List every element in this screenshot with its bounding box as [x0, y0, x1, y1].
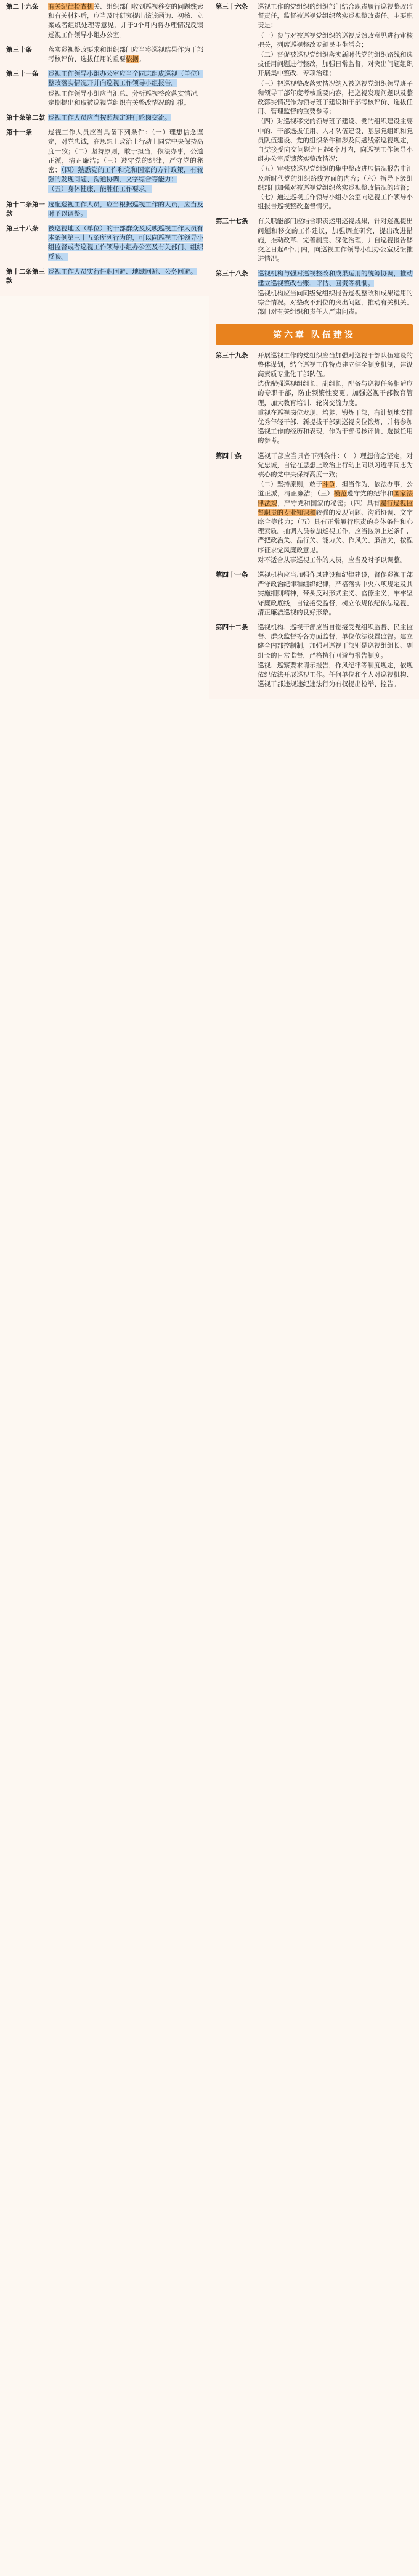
body-text: 落实巡视整改要求和组织部门应当将巡视结果作为干部考核评价、选拔任用的重要 [48, 46, 203, 63]
highlight-blue: 巡视工作人员应当按照规定进行轮岗交流。 [48, 114, 171, 122]
article-number: 第三十八条 [216, 270, 248, 278]
body-text: （三） [317, 490, 334, 498]
article-text [48, 224, 203, 263]
body-text: 巡视机构、巡视干部应当自觉接受党组织监督、民主监督、群众监督等各方面监督，单位依法设置监督。建立健全内部控制制，加强对巡视干部别是巡视组组长、副组长的日常监督，严格执行回避与报告制度。 [258, 623, 413, 659]
highlight-orange: 依据 [126, 55, 139, 63]
body-text: 巡视、巡察要求请示报告，作风纪律等制度规定，依规依纪依法开展巡视工作。 [258, 661, 413, 679]
body-text: （一）参与对被巡视党组织的巡视反馈改意见进行审核把关，列席巡视整改专题民主生活会； [258, 31, 413, 49]
highlight-blue: （五）身体健康，能胜任工作要求。 [48, 185, 152, 194]
highlight-orange: 模范 [333, 490, 347, 498]
article-text [48, 2, 203, 41]
body-text: 抽调人员参加巡视工作，应当按照上述条件，严把政治关、品行关、能力关、作风关、廉洁关，按程序征求党风廉政意见。 [258, 528, 413, 554]
right-column-articles-top [216, 2, 413, 318]
article-number: 第十一条 [6, 129, 32, 137]
article-number: 第十条第二款 [6, 114, 45, 122]
article-number: 第十二条第一款 [6, 200, 45, 218]
body-text: 任何单位和个人对巡视机构、巡视干部违规违纪违法行为有权提出检举、控告。 [258, 671, 413, 688]
right-column [210, 0, 419, 699]
body-text: 巡视机构应当加强作风建设和纪律建设，督促巡视干部严守政治纪律和组织纪律，严格落实中央八项规定及其实施细则精神，带头反对形式主义、官僚主义，牢牢坚守廉政底线，自觉接受监督，树立依规依纪依法巡视、清正廉洁巡视的良好形象。 [258, 571, 413, 616]
left-column [0, 0, 210, 296]
body-text: 选优配强巡视组组长、副组长，配备与巡视任务相适应的专职干部，防止频繁性变更。加强巡视干部教育管理，加大教育培训、轮岗交流力度。 [258, 380, 413, 407]
article-number: 第四十一条 [216, 571, 248, 579]
article-block [6, 128, 203, 195]
right-column-articles-bottom [216, 351, 413, 690]
body-text: （一）理想信念坚定，对党忠诚，在思想上政治上行动上同党中央保持高度一致； [48, 129, 204, 155]
body-text: （七）通过巡视工作领导小组办公室向巡视工作领导小组报告巡视整改监督情况。 [258, 194, 413, 211]
highlight-blue: 巡视工作人员实行任职回避、地域回避、公务回避。 [48, 267, 197, 275]
article-block [6, 224, 203, 263]
body-text: （五）审核被巡视党组织的集中整改进展情况报告申汇及新时代党的组织路线方面的内容； [258, 165, 413, 182]
two-column-layout [0, 0, 419, 699]
article-text [258, 571, 413, 618]
body-text: 较强的发现问题、沟通协调、文字综合等能力； [258, 508, 413, 526]
body-text: （四）具有 [349, 499, 380, 507]
article-text [48, 46, 203, 65]
article-number: 第四十条 [216, 452, 242, 460]
body-text: 对不适合从事巡视工作的人员，应当及时予以调整。 [258, 556, 407, 564]
article-number: 第三十条 [6, 46, 32, 54]
article-block [6, 70, 203, 108]
article-number: 第三十六条 [216, 3, 248, 10]
article-number: 第三十七条 [216, 218, 248, 226]
highlight-blue: 巡视工作领导小组办公室应当全同志组成巡视（单位）整改落实情况开并向巡视工作领导小组报告。 [48, 70, 203, 88]
article-number: 第三十八条 [6, 225, 39, 233]
body-text: 巡视工作人员应当具备下列条件： [48, 129, 152, 137]
body-text: 重视在巡视岗位发现、培养、锻炼干部，有计划地安排优秀年轻干部、新提拔干部到巡视岗位锻炼，并将参加巡视工作的经历和表现，作为干部考核评价、选拔任用的参考。 [258, 409, 413, 445]
body-text: ，严守党和国家的秘密； [277, 499, 350, 507]
article-number: 第三十一条 [6, 70, 39, 78]
body-text: 。 [139, 55, 145, 63]
body-text: 巡视工作的党组织的组织部门结合职责履行巡视整改监督责任，监督被巡视党组织落实巡视整改责任。主要职责是： [258, 3, 413, 30]
left-column-articles [6, 2, 203, 286]
body-text: 遵守党的纪律和 [346, 490, 394, 498]
body-text: 巡视干部应当具备下列条件： [258, 452, 344, 460]
highlight-blue: 选配巡视工作人员，应当根据巡视工作的人员，应当及时予以调整。 [48, 200, 203, 218]
article-block [6, 200, 203, 219]
article-block [6, 113, 203, 123]
body-text: ，担当作为，依法办事，公道正派，清正廉洁； [258, 481, 413, 498]
body-text: （三）把巡视整改落实情况纳入被巡视党组织领导班子和领导干部年度考核重要内容，把巡视发现问题以及整改落实情况作为领导班子建设和干部考核评价、选拔任用、管理监督的重要参考； [258, 79, 413, 116]
article-block [216, 623, 413, 690]
body-text: 关、组织部门收到巡视移交的问题线索和有关材料后，应当及时研究提出该该函询、初核、立案或者组织处理等意见，并于3个月内将办理情况反馈巡视工作领导小组办公室。 [48, 3, 203, 39]
body-text: 开展巡视工作的党组织应当加强对巡视干部队伍建设的整体谋划，结合巡视工作特点建立健全制度机制，建设高素质专业化干部队伍。 [258, 351, 413, 378]
highlight-blue: （四）熟悉党的工作和党和国家的方针政策，有较强的发现问题、沟通协调、文字综合等能力； [48, 166, 204, 184]
body-text: （五）具有正常履行职责的身体条件和心理素质。 [258, 518, 413, 536]
article-text [258, 351, 413, 447]
article-text [48, 128, 203, 195]
article-block [216, 217, 413, 264]
highlight-blue: 被巡视地区（单位）的干部群众及反映巡视工作人员有本条例第三十五条所列行为的，可以向巡视工作领导小组监督或者巡视工作领导小组办公室及有关部门、组织反映。 [48, 225, 203, 261]
body-text: （二）督促被巡视党组织落实新时代党的组织路线和选拔任用问题进行整改，加强日常监督，对突出问题组织开展集中整改、专项治理； [258, 51, 413, 78]
body-text: 巡视工作领导小组应当汇总、分析巡视整改落实情况，定期提出和取被巡视党组织有关整改情况的汇报。 [48, 89, 203, 107]
body-text: （四）对巡视移交的领导班子建设、党的组织建设主要中的、干部选拔任用、人才队伍建设、基层党组织和党员队伍建设、党的组织条件和涉及问题线索巡视规定，自觉接受向交问题之日起6个月内，向巡视工作领导小组办公室反馈落实整改情况； [258, 118, 413, 163]
article-text [48, 113, 203, 123]
highlight-orange: 履行巡视监督职责的专业知识和 [258, 499, 413, 516]
article-text [48, 200, 203, 219]
article-number: 第四十二条 [216, 623, 248, 631]
highlight-blue: 巡视机构与强对巡视整改和成果运用的统筹协调，推动建立巡视整改台账、评估、回责等机制。 [258, 270, 413, 287]
body-text: 巡视机构应当向同级党组织报告巡视整改和成果运用的综合情况。对整改不到位的突出问题，推动有关机关、部门对有关组织和责任人严肃问责。 [258, 289, 413, 316]
article-block [216, 452, 413, 566]
article-text [258, 2, 413, 212]
body-text: （二）坚持原则，敢于担当，依法办事，公道正派，清正廉洁； [48, 147, 204, 165]
body-text: （二）坚持原则，敢于 [258, 481, 322, 489]
highlight-orange: 斗争 [322, 481, 335, 489]
highlight-orange: 国家法律法规 [258, 490, 413, 507]
article-block [216, 2, 413, 212]
article-text [258, 623, 413, 690]
article-text [258, 452, 413, 566]
article-block [216, 571, 413, 618]
article-text [48, 70, 203, 108]
body-text: 有关职能部门应结合职责运用巡视成果，针对巡视提出问题和移交的工作建议，加强调查研究，提出改进措施，推动改革、完善制度、深化治理，并自巡视报告移交之日起6个月内，向巡视工作领导小组办公室反馈推进情况。 [258, 218, 413, 263]
article-block [6, 2, 203, 41]
article-text [48, 267, 203, 277]
body-text: （一）理想信念坚定，对党忠诚，自觉在思想上政治上行动上同以习近平同志为核心的党中央保持高度一致； [258, 452, 413, 478]
article-block [216, 269, 413, 317]
chapter-banner: 第六章 队伍建设 [216, 324, 413, 345]
body-text: （六）指导下级组织部门加强对被巡视党组织落实巡视整改情况的监督； [258, 174, 413, 192]
article-text [258, 217, 413, 264]
article-block [6, 267, 203, 286]
highlight-orange: 有关纪律检查机 [48, 3, 94, 10]
article-number: 第二十九条 [6, 3, 39, 10]
article-block [6, 46, 203, 65]
body-text: （三）遵守党的纪律，严守党的秘密； [48, 157, 204, 174]
article-text [258, 269, 413, 317]
article-block [216, 351, 413, 447]
article-number: 第十二条第三款 [6, 267, 45, 285]
article-number: 第三十九条 [216, 351, 248, 359]
